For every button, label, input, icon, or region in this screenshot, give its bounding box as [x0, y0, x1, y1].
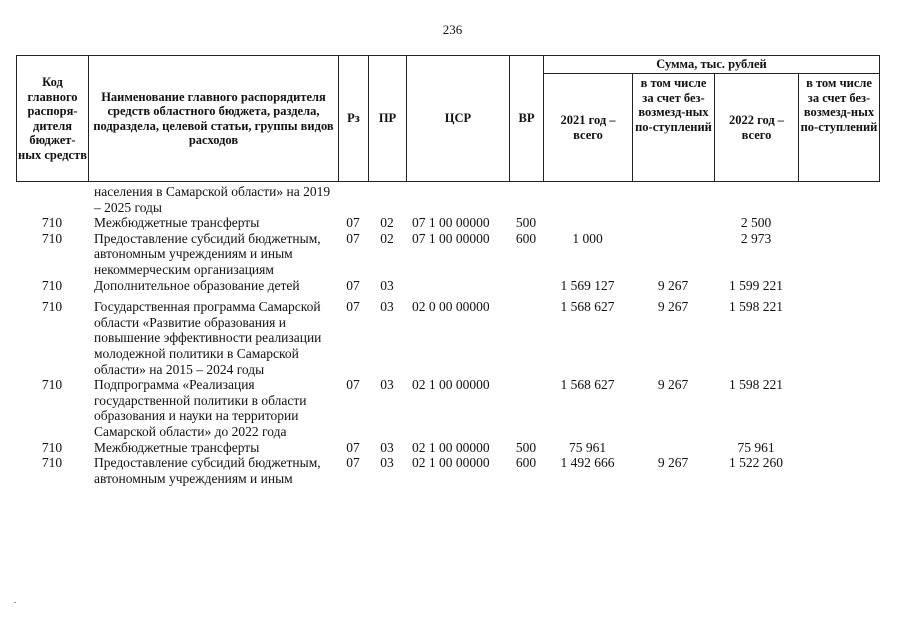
cell-code: 710: [41, 455, 63, 471]
cell-sum-2021: [543, 184, 632, 215]
table-row: [16, 440, 879, 456]
cell-pr: 02: [380, 215, 394, 231]
cell-free-2021: 9 267: [657, 377, 689, 393]
cell-free-2022: [798, 293, 879, 377]
table-row: [16, 231, 879, 278]
header-csr: ЦСР: [407, 56, 510, 182]
cell-free-2022: [798, 440, 879, 456]
cell-vr: [509, 184, 543, 215]
cell-free-2021: [632, 231, 714, 278]
cell-sum-2022: 1 598 221: [729, 377, 783, 393]
table-body: [16, 184, 879, 486]
table-row: [16, 455, 879, 486]
cell-rz: 07: [346, 277, 360, 293]
cell-free-2022: [798, 455, 879, 486]
table-row: [16, 278, 879, 294]
header-pr: ПР: [369, 56, 407, 182]
table-row: [16, 215, 879, 231]
header-code: Код главного распоря-дителя бюджет-ных средств: [17, 56, 89, 182]
header-vr: ВР: [510, 56, 544, 182]
cell-pr: 03: [380, 439, 394, 455]
cell-csr: 02 0 00 00000: [412, 299, 490, 315]
page-number: 236: [442, 22, 463, 37]
cell-name: Подпрограмма «Реализация государственной политики в области образования и науки на территории Самарской области» до 2022 года: [94, 377, 307, 439]
cell-vr: [509, 278, 543, 294]
cell-csr: 02 1 00 00000: [412, 377, 490, 393]
cell-free-2022: [798, 377, 879, 439]
cell-name: Предоставление субсидий бюджетным, автономным учреждениям и иным некоммерческим организациям: [94, 230, 321, 277]
cell-sum-2022: 1 522 260: [729, 455, 783, 471]
cell-pr: 03: [380, 277, 394, 293]
cell-vr: 600: [515, 455, 537, 471]
cell-csr: 02 1 00 00000: [412, 455, 490, 471]
cell-free-2021: [632, 440, 714, 456]
cell-name: Межбюджетные трансферты: [94, 439, 260, 455]
cell-code: 710: [41, 215, 63, 231]
cell-free-2021: 9 267: [657, 299, 689, 315]
cell-pr: 02: [380, 230, 394, 246]
cell-vr: 500: [515, 215, 537, 231]
cell-csr: 07 1 00 00000: [412, 215, 490, 231]
cell-name: Дополнительное образование детей: [94, 277, 300, 293]
table-row: [16, 377, 879, 439]
cell-rz: [338, 184, 368, 215]
cell-sum-2021: 75 961: [568, 439, 607, 455]
cell-vr: [509, 293, 543, 377]
header-2021-free: в том числе за счет без-возмезд-ных по-ступлений: [633, 74, 715, 182]
cell-sum-2021: [543, 215, 632, 231]
cell-rz: 07: [346, 299, 360, 315]
cell-code: 710: [41, 230, 63, 246]
cell-code: [16, 184, 88, 215]
header-sum: Сумма, тыс. рублей: [544, 56, 880, 74]
cell-rz: 07: [346, 377, 360, 393]
cell-pr: 03: [380, 377, 394, 393]
cell-sum-2021: 1 000: [572, 230, 603, 246]
header-2022-free: в том числе за счет без-возмезд-ных по-ступлений: [799, 74, 880, 182]
cell-code: 710: [41, 299, 63, 315]
cell-free-2022: [798, 278, 879, 294]
cell-sum-2021: 1 568 627: [560, 377, 615, 393]
table-row: [16, 184, 879, 215]
cell-free-2021: 9 267: [657, 455, 689, 471]
header-rz: Рз: [339, 56, 369, 182]
cell-vr: 500: [515, 439, 537, 455]
cell-sum-2021: 1 568 627: [560, 299, 615, 315]
cell-rz: 07: [346, 455, 360, 471]
cell-free-2022: [798, 231, 879, 278]
cell-csr: [406, 184, 509, 215]
cell-rz: 07: [346, 439, 360, 455]
header-2021-total: 2021 год – всего: [544, 74, 633, 182]
cell-free-2022: [798, 215, 879, 231]
cell-code: 710: [41, 377, 63, 393]
cell-free-2021: [632, 215, 714, 231]
table-row: [16, 293, 879, 377]
cell-sum-2022: [714, 184, 798, 215]
cell-csr: [406, 278, 509, 294]
cell-sum-2022: 2 973: [740, 230, 772, 246]
cell-code: 710: [41, 277, 63, 293]
cell-code: 710: [41, 439, 63, 455]
cell-name: Государственная программа Самарской области «Развитие образования и повышение эффективности реализации молодежной политики в Самарской области» на 2015 – 2024 годы: [94, 299, 322, 377]
cell-pr: [368, 184, 406, 215]
cell-free-2022: [798, 184, 879, 215]
header-name: Наименование главного распорядителя средств областного бюджета, раздела, подраздела, целевой статьи, группы видов расходов: [89, 56, 339, 182]
cell-sum-2022: 2 500: [740, 215, 772, 231]
cell-name: Межбюджетные трансферты: [94, 215, 260, 231]
header-2022-total: 2022 год – всего: [715, 74, 799, 182]
cell-pr: 03: [380, 455, 394, 471]
cell-rz: 07: [346, 230, 360, 246]
cell-sum-2022: 1 599 221: [729, 277, 783, 293]
scan-speck: [14, 602, 16, 603]
cell-sum-2022: 75 961: [737, 439, 775, 455]
cell-sum-2022: 1 598 221: [729, 299, 783, 315]
cell-free-2021: 9 267: [657, 277, 689, 293]
cell-sum-2021: 1 569 127: [560, 277, 615, 293]
cell-vr: [509, 377, 543, 439]
table-header: [16, 55, 880, 182]
cell-name: Предоставление субсидий бюджетным, автономным учреждениям и иным: [94, 455, 321, 486]
cell-vr: 600: [515, 230, 537, 246]
cell-sum-2021: 1 492 666: [560, 455, 615, 471]
cell-pr: 03: [380, 299, 394, 315]
cell-csr: 07 1 00 00000: [412, 230, 490, 246]
cell-name: населения в Самарской области» на 2019 – 2025 годы: [94, 184, 331, 215]
cell-free-2021: [632, 184, 714, 215]
cell-csr: 02 1 00 00000: [412, 439, 490, 455]
cell-rz: 07: [346, 215, 360, 231]
